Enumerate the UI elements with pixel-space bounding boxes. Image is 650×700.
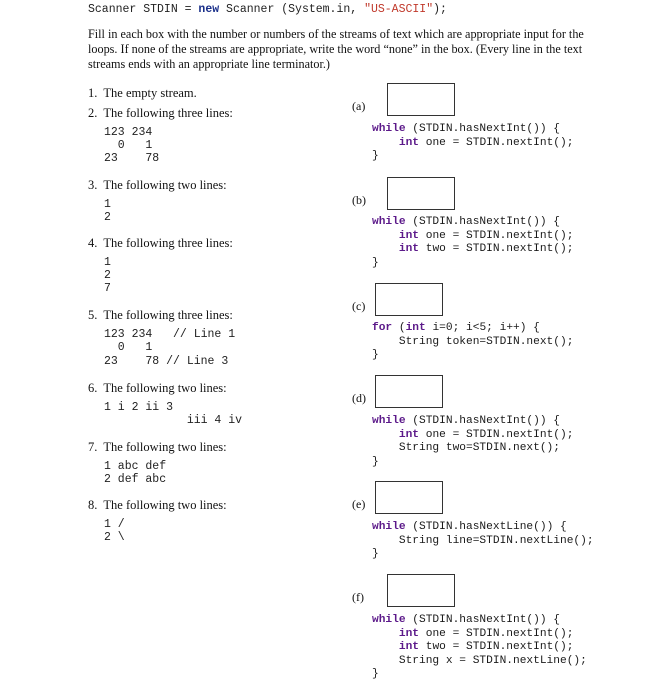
code-text: (STDIN.hasNextLine()) { xyxy=(405,521,567,533)
loop-f-code xyxy=(372,614,587,682)
stream-7-label: 7. The following two lines: xyxy=(88,440,227,454)
code-indent xyxy=(372,230,399,242)
code-keyword: for xyxy=(372,322,393,334)
stream-4-line-1: 1 xyxy=(104,256,111,269)
stream-2-line-3: 23 78 xyxy=(104,152,160,165)
stream-3-line-2: 2 xyxy=(104,211,111,224)
code-line xyxy=(372,668,587,682)
stream-4-line-3: 7 xyxy=(104,282,111,295)
loop-e-code xyxy=(372,521,594,562)
code-indent xyxy=(372,655,399,667)
code-indent xyxy=(372,336,399,348)
loop-d-code xyxy=(372,415,573,469)
loop-c-answer-box[interactable] xyxy=(375,283,443,316)
code-line xyxy=(372,456,573,470)
code-keyword: int xyxy=(398,627,420,640)
code-text: String two=STDIN.next(); xyxy=(398,442,560,455)
loop-d-answer-box[interactable] xyxy=(375,375,443,408)
code-indent xyxy=(372,641,399,653)
loop-f-label: (f) xyxy=(352,590,364,604)
code-indent xyxy=(372,628,399,640)
code-text: one = STDIN.nextInt(); xyxy=(419,136,574,149)
code-line xyxy=(372,442,573,456)
code-keyword: while xyxy=(372,521,406,533)
stream-2-line-1: 123 234 xyxy=(104,126,153,139)
code-indent xyxy=(372,442,399,454)
code-text: } xyxy=(372,668,379,681)
loop-d-label: (d) xyxy=(352,391,366,405)
code-keyword: while xyxy=(372,415,406,427)
loop-e-answer-box[interactable] xyxy=(375,481,443,514)
code-text: } xyxy=(372,455,379,468)
code-keyword: int xyxy=(398,243,420,256)
declaration-string: "US-ASCII" xyxy=(364,3,434,16)
code-keyword: int xyxy=(398,428,420,441)
code-keyword: int xyxy=(398,136,420,149)
code-line xyxy=(372,150,573,164)
stream-6-line-2: iii 4 iv xyxy=(104,414,243,427)
code-text: two = STDIN.nextInt(); xyxy=(419,641,574,654)
code-text: String token=STDIN.next(); xyxy=(398,335,574,348)
code-text: } xyxy=(372,349,379,362)
loop-a-answer-box[interactable] xyxy=(387,83,455,116)
stream-7-line-1: 1 abc def xyxy=(104,460,167,473)
code-keyword: int xyxy=(398,229,420,242)
code-indent xyxy=(372,429,399,441)
declaration-end: ); xyxy=(433,3,447,16)
loop-a-code xyxy=(372,123,573,164)
code-line xyxy=(372,230,573,244)
code-line xyxy=(372,349,573,363)
instructions: Fill in each box with the number or numbers of the streams of text which are appropriate input for the loops. If none of the streams are appropriate, write the word “none” in the box. (Every line in the text streams ends with an appropriate line terminator.) xyxy=(88,27,584,71)
stream-5-line-3: 23 78 // Line 3 xyxy=(104,355,229,368)
stream-3-line-1: 1 xyxy=(104,198,111,211)
stream-6-line-1: 1 i 2 ii 3 xyxy=(104,401,174,414)
declaration-pre: Scanner STDIN = xyxy=(88,3,199,16)
code-line xyxy=(372,548,594,562)
code-text: String line=STDIN.nextLine(); xyxy=(398,534,594,547)
code-text: one = STDIN.nextInt(); xyxy=(419,428,574,441)
loop-e-label: (e) xyxy=(352,497,366,511)
code-keyword: int xyxy=(405,322,426,334)
code-text: (STDIN.hasNextInt()) { xyxy=(405,123,560,135)
stream-7-line-2: 2 def abc xyxy=(104,473,167,486)
stream-5-line-1: 123 234 // Line 1 xyxy=(104,328,236,341)
code-keyword: while xyxy=(372,123,406,135)
code-line xyxy=(372,628,587,642)
code-line xyxy=(372,521,594,535)
code-line xyxy=(372,137,573,151)
code-line xyxy=(372,257,573,271)
code-text: two = STDIN.nextInt(); xyxy=(419,243,574,256)
code-text: } xyxy=(372,256,379,269)
scanner-declaration xyxy=(88,3,447,16)
code-line xyxy=(372,641,587,655)
stream-3-label: 3. The following two lines: xyxy=(88,178,227,192)
stream-1-label: 1. The empty stream. xyxy=(88,86,197,100)
code-keyword: while xyxy=(372,216,406,228)
code-text: (STDIN.hasNextInt()) { xyxy=(405,415,560,427)
stream-4-line-2: 2 xyxy=(104,269,111,282)
stream-8-label: 8. The following two lines: xyxy=(88,498,227,512)
code-text: String x = STDIN.nextLine(); xyxy=(398,654,587,667)
code-text: i=0; i<5; i++) { xyxy=(425,322,540,334)
code-keyword: while xyxy=(372,614,406,626)
code-text: } xyxy=(372,548,379,561)
stream-8-line-1: 1 / xyxy=(104,518,125,531)
declaration-mid: Scanner (System.in, xyxy=(219,3,365,16)
code-line xyxy=(372,415,573,429)
loop-a-label: (a) xyxy=(352,99,366,113)
declaration-new-keyword: new xyxy=(198,3,220,16)
code-text: } xyxy=(372,150,379,163)
code-indent xyxy=(372,535,399,547)
loop-c-code xyxy=(372,322,573,363)
stream-4-label: 4. The following three lines: xyxy=(88,236,233,250)
stream-8-line-2: 2 \ xyxy=(104,531,125,544)
code-line xyxy=(372,322,573,336)
loop-b-code xyxy=(372,216,573,270)
code-text: ( xyxy=(392,322,406,334)
code-line xyxy=(372,429,573,443)
stream-6-label: 6. The following two lines: xyxy=(88,381,227,395)
code-line xyxy=(372,614,587,628)
code-line xyxy=(372,336,573,350)
code-text: one = STDIN.nextInt(); xyxy=(419,627,574,640)
code-line xyxy=(372,655,587,669)
code-text: one = STDIN.nextInt(); xyxy=(419,229,574,242)
code-keyword: int xyxy=(398,641,420,654)
stream-2-line-2: 0 1 xyxy=(104,139,153,152)
loop-b-answer-box[interactable] xyxy=(387,177,455,210)
loop-f-answer-box[interactable] xyxy=(387,574,455,607)
stream-2-label: 2. The following three lines: xyxy=(88,106,233,120)
code-indent xyxy=(372,137,399,149)
loop-c-label: (c) xyxy=(352,299,366,313)
code-line xyxy=(372,535,594,549)
code-indent xyxy=(372,243,399,255)
code-line xyxy=(372,216,573,230)
code-text: (STDIN.hasNextInt()) { xyxy=(405,216,560,228)
loop-b-label: (b) xyxy=(352,193,366,207)
code-text: (STDIN.hasNextInt()) { xyxy=(405,614,560,626)
code-line xyxy=(372,123,573,137)
stream-5-label: 5. The following three lines: xyxy=(88,308,233,322)
code-line xyxy=(372,243,573,257)
stream-5-line-2: 0 1 xyxy=(104,341,153,354)
